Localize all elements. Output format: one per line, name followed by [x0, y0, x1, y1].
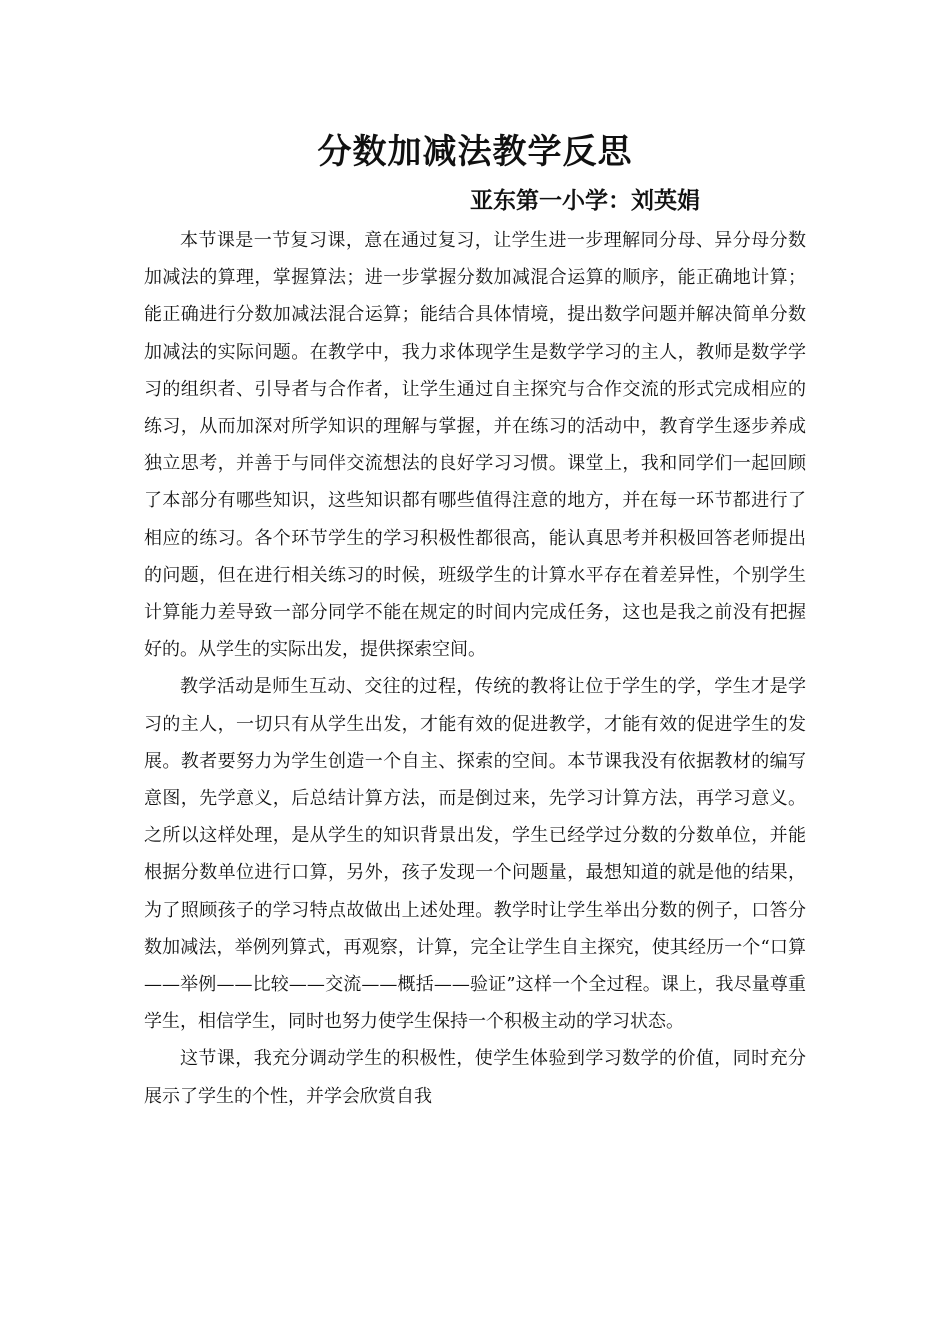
document-title: 分数加减法教学反思 [317, 132, 633, 172]
paragraph-1: 本节课是一节复习课，意在通过复习，让学生进一步理解同分母、异分母分数加减法的算理，掌握算法；进一步掌握分数加减混合运算的顺序，能正确地计算；能正确进行分数加减法混合运算；能结合具体情境，提出数学问题并解决简单分数加减法的实际问题。在教学中，我力求体现学生是数学学习的主人，教师是数学学习的组织者、引导者与合作者，让学生通过自主探究与合作交流的形式完成相应的练习，从而加深对所学知识的理解与掌握，并在练习的活动中，教育学生逐步养成独立思考，并善于与同伴交流想法的良好学习习惯。课堂上，我和同学们一起回顾了本部分有哪些知识，这些知识都有哪些值得注意的地方，并在每一环节都进行了相应的练习。各个环节学生的学习积极性都很高，能认真思考并积极回答老师提出的问题，但在进行相关练习的时候，班级学生的计算水平存在着差异性，个别学生计算能力差导致一部分同学不能在规定的时间内完成任务，这也是我之前没有把握好的。从学生的实际出发，提供探索空间。 [144, 230, 806, 661]
paragraph-3: 这节课，我充分调动学生的积极性，使学生体验到学习数学的价值，同时充分展示了学生的个性，并学会欣赏自我 [144, 1048, 806, 1107]
document-author: 亚东第一小学：刘英娟 [470, 187, 700, 214]
document-body [144, 222, 806, 1115]
paragraph-2: 教学活动是师生互动、交往的过程，传统的教将让位于学生的学，学生才是学习的主人，一切只有从学生出发，才能有效的促进教学，才能有效的促进学生的发展。教者要努力为学生创造一个自主、探索的空间。本节课我没有依据教材的编写意图，先学意义，后总结计算方法，而是倒过来，先学习计算方法，再学习意义。之所以这样处理，是从学生的知识背景出发，学生已经学过分数的分数单位，并能根据分数单位进行口算，另外，孩子发现一个问题量，最想知道的就是他的结果，为了照顾孩子的学习特点故做出上述处理。教学时让学生举出分数的例子，口答分数加减法，举例列算式，再观察，计算，完全让学生自主探究，使其经历一个“口算——举例——比较——交流——概括——验证”这样一个全过程。课上，我尽量尊重学生，相信学生，同时也努力使学生保持一个积极主动的学习状态。 [144, 676, 806, 1033]
